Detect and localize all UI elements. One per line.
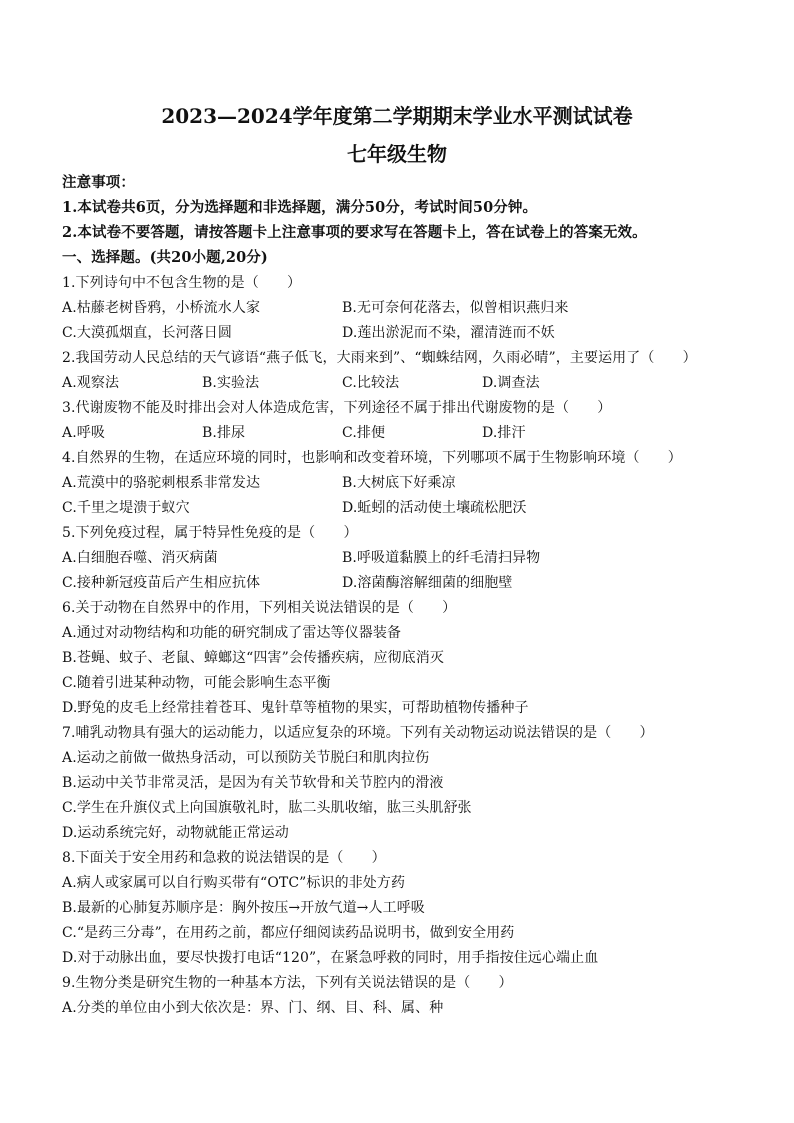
option-row: [62, 424, 722, 442]
option-c: C.接种新冠疫苗后产生相应抗体: [62, 575, 261, 591]
option-a: A.运动之前做一做热身活动，可以预防关节脱臼和肌肉拉伤: [62, 750, 430, 766]
option-row: [62, 474, 722, 492]
option-a: A.呼吸: [62, 425, 105, 441]
option-a: A.荒漠中的骆驼刺根系非常发达: [62, 475, 261, 491]
option-d: D.排汗: [482, 425, 526, 441]
option-a: A.观察法: [62, 375, 120, 391]
exam-subtitle: 七年级生物: [347, 142, 447, 166]
option-d: D.蚯蚓的活动使土壤疏松肥沃: [342, 500, 527, 516]
option-row: [62, 299, 722, 317]
option-row: [62, 374, 722, 392]
exam-title: 2023—2024学年度第二学期期末学业水平测试试卷: [161, 104, 633, 128]
notes-item-2: 2.本试卷不要答题，请按答题卡上注意事项的要求写在答题卡上，答在试卷上的答案无效。: [62, 224, 647, 241]
option-b: B.苍蝇、蚊子、老鼠、蟑螂这“四害”会传播疾病，应彻底消灭: [62, 650, 444, 666]
question-stem: 3.代谢废物不能及时排出会对人体造成危害，下列途径不属于排出代谢废物的是（ ）: [62, 400, 612, 416]
question-stem: 2.我国劳动人民总结的天气谚语“燕子低飞，大雨来到”、“蜘蛛结网，久雨必晴”，主要运用了（ ）: [62, 350, 697, 366]
option-a: A.通过对动物结构和功能的研究制成了雷达等仪器装备: [62, 625, 402, 641]
option-c: C.排便: [342, 425, 386, 441]
option-b: B.大树底下好乘凉: [342, 475, 456, 491]
question-stem: 6.关于动物在自然界中的作用，下列相关说法错误的是（ ）: [62, 600, 457, 616]
option-a: A.枯藤老树昏鸦，小桥流水人家: [62, 300, 261, 316]
question-stem: 7.哺乳动物具有强大的运动能力，以适应复杂的环境。下列有关动物运动说法错误的是（ ）: [62, 725, 654, 741]
option-d: D.溶菌酶溶解细菌的细胞壁: [342, 575, 513, 591]
option-b: B.呼吸道黏膜上的纤毛清扫异物: [342, 550, 541, 566]
option-d: D.运动系统完好，动物就能正常运动: [62, 825, 289, 841]
question-stem: 8.下面关于安全用药和急救的说法错误的是（ ）: [62, 850, 386, 866]
option-d: D.野兔的皮毛上经常挂着苍耳、鬼针草等植物的果实，可帮助植物传播种子: [62, 700, 529, 716]
option-a: A.白细胞吞噬、消灭病菌: [62, 550, 218, 566]
option-row: [62, 574, 722, 592]
option-b: B.无可奈何花落去，似曾相识燕归来: [342, 300, 569, 316]
option-c: C.学生在升旗仪式上向国旗敬礼时，肱二头肌收缩，肱三头肌舒张: [62, 800, 472, 816]
option-row: [62, 499, 722, 517]
option-b: B.排尿: [202, 425, 246, 441]
question-stem: 5.下列免疫过程，属于特异性免疫的是（ ）: [62, 525, 358, 541]
option-b: B.实验法: [202, 375, 260, 391]
option-d: D.调查法: [482, 375, 540, 391]
section-heading: 一、选择题。(共20小题,20分): [62, 249, 268, 266]
option-a: A.分类的单位由小到大依次是：界、门、纲、目、科、属、种: [62, 1000, 444, 1016]
option-c: C.大漠孤烟直，长河落日圆: [62, 325, 232, 341]
option-row: [62, 324, 722, 342]
option-c: C.“是药三分毒”，在用药之前，都应仔细阅读药品说明书，做到安全用药: [62, 925, 515, 941]
option-c: C.比较法: [342, 375, 400, 391]
question-stem: 4.自然界的生物，在适应环境的同时，也影响和改变着环境，下列哪项不属于生物影响环境（ ）: [62, 450, 682, 466]
question-stem: 9.生物分类是研究生物的一种基本方法，下列有关说法错误的是（ ）: [62, 975, 513, 991]
option-c: C.千里之堤溃于蚁穴: [62, 500, 190, 516]
question-stem: 1.下列诗句中不包含生物的是（ ）: [62, 275, 302, 291]
option-d: D.对于动脉出血，要尽快拨打电话“120”，在紧急呼救的同时，用手指按住远心端止血: [62, 950, 599, 966]
option-b: B.运动中关节非常灵活，是因为有关节软骨和关节腔内的滑液: [62, 775, 444, 791]
option-d: D.莲出淤泥而不染，濯清涟而不妖: [342, 325, 555, 341]
option-b: B.最新的心肺复苏顺序是：胸外按压→开放气道→人工呼吸: [62, 900, 425, 916]
option-a: A.病人或家属可以自行购买带有“OTC”标识的非处方药: [62, 875, 406, 891]
notes-item-1: 1.本试卷共6页，分为选择题和非选择题，满分50分，考试时间50分钟。: [62, 199, 538, 216]
notes-heading: 注意事项：: [62, 174, 135, 191]
option-row: [62, 549, 722, 567]
option-c: C.随着引进某种动物，可能会影响生态平衡: [62, 675, 331, 691]
